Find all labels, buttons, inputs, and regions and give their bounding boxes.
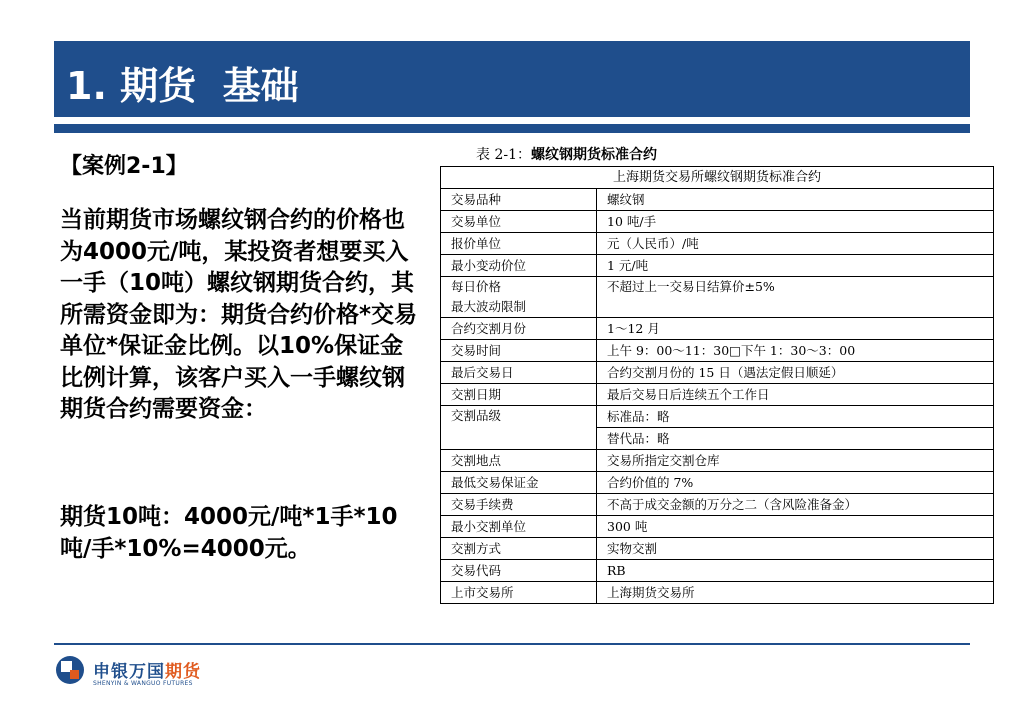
calculation-text: 期货10吨：4000元/吨*1手*10吨/手*10%=4000元。 xyxy=(60,504,398,562)
logo-cn-accent: 期货 xyxy=(165,662,201,682)
row-label: 合约交割月份 xyxy=(441,318,597,340)
table-row xyxy=(441,233,994,255)
row-label: 交割方式 xyxy=(441,538,597,560)
row-label: 交易品种 xyxy=(441,189,597,211)
table-row xyxy=(441,318,994,340)
contract-spec-table xyxy=(440,166,994,604)
slide-title: 1. 期货 基础 xyxy=(66,64,299,108)
row-value: 替代品：略 xyxy=(597,428,994,450)
row-label-line2: 最大波动限制 xyxy=(451,299,527,314)
table-row xyxy=(441,340,994,362)
row-value: 合约价值的 7% xyxy=(597,472,994,494)
row-value: 不超过上一交易日结算价±5% xyxy=(597,277,994,318)
title-underline xyxy=(54,124,970,133)
table-row xyxy=(441,472,994,494)
table-caption-prefix: 表 2-1： xyxy=(476,147,531,163)
row-label: 交易手续费 xyxy=(441,494,597,516)
row-label: 报价单位 xyxy=(441,233,597,255)
title-bar xyxy=(54,41,970,117)
table-row xyxy=(441,406,994,428)
row-label: 最小交割单位 xyxy=(441,516,597,538)
table-caption xyxy=(476,144,657,164)
row-value: 交易所指定交割仓库 xyxy=(597,450,994,472)
row-value: 1～12 月 xyxy=(597,318,994,340)
row-value: 10 吨/手 xyxy=(597,211,994,233)
table-row xyxy=(441,582,994,604)
table-row xyxy=(441,255,994,277)
row-value: 螺纹钢 xyxy=(597,189,994,211)
row-value: 元（人民币）/吨 xyxy=(597,233,994,255)
logo-mark-icon xyxy=(55,655,85,685)
row-label: 交易时间 xyxy=(441,340,597,362)
case-label: 【案例2-1】 xyxy=(60,154,188,179)
table-row xyxy=(441,560,994,582)
logo-chinese-name xyxy=(93,657,201,682)
table-caption-title: 螺纹钢期货标准合约 xyxy=(531,147,657,163)
row-label-line1: 每日价格 xyxy=(451,279,502,294)
table-row xyxy=(441,494,994,516)
table-row xyxy=(441,516,994,538)
footer-divider xyxy=(54,643,970,645)
table-row xyxy=(441,450,994,472)
table-row xyxy=(441,277,994,318)
table-row xyxy=(441,211,994,233)
row-value: 不高于成交金额的万分之二（含风险准备金） xyxy=(597,494,994,516)
row-label: 交割地点 xyxy=(441,450,597,472)
table-row xyxy=(441,384,994,406)
row-label: 最小变动价位 xyxy=(441,255,597,277)
table-row xyxy=(441,189,994,211)
row-value: 上午 9：00～11：30□下午 1：30～3：00 xyxy=(597,340,994,362)
row-label: 交割品级 xyxy=(441,406,597,450)
case-description: 当前期货市场螺纹钢合约的价格也为4000元/吨，某投资者想要买入一手（10吨）螺纹钢期货合约，其所需资金即为：期货合约价格*交易单位*保证金比例。以10%保证金比例计算，该客户买入一手螺纹钢期货合约需要资金： xyxy=(60,207,418,422)
row-label: 上市交易所 xyxy=(441,582,597,604)
company-logo xyxy=(55,655,215,695)
row-value: RB xyxy=(597,560,994,582)
row-value: 上海期货交易所 xyxy=(597,582,994,604)
row-label: 最低交易保证金 xyxy=(441,472,597,494)
row-value: 实物交割 xyxy=(597,538,994,560)
row-label xyxy=(441,277,597,318)
logo-english-name: SHENYIN & WANGUO FUTURES xyxy=(93,680,193,687)
row-label: 交易单位 xyxy=(441,211,597,233)
row-label: 交易代码 xyxy=(441,560,597,582)
row-value: 标准品：略 xyxy=(597,406,994,428)
row-value: 1 元/吨 xyxy=(597,255,994,277)
row-value: 合约交割月份的 15 日（遇法定假日顺延） xyxy=(597,362,994,384)
logo-cn-main: 申银万国 xyxy=(93,662,165,682)
table-header-row xyxy=(441,167,994,189)
row-value: 最后交易日后连续五个工作日 xyxy=(597,384,994,406)
table-row xyxy=(441,362,994,384)
row-label: 最后交易日 xyxy=(441,362,597,384)
table-row xyxy=(441,538,994,560)
row-value: 300 吨 xyxy=(597,516,994,538)
row-label: 交割日期 xyxy=(441,384,597,406)
table-header: 上海期货交易所螺纹钢期货标准合约 xyxy=(441,167,994,189)
